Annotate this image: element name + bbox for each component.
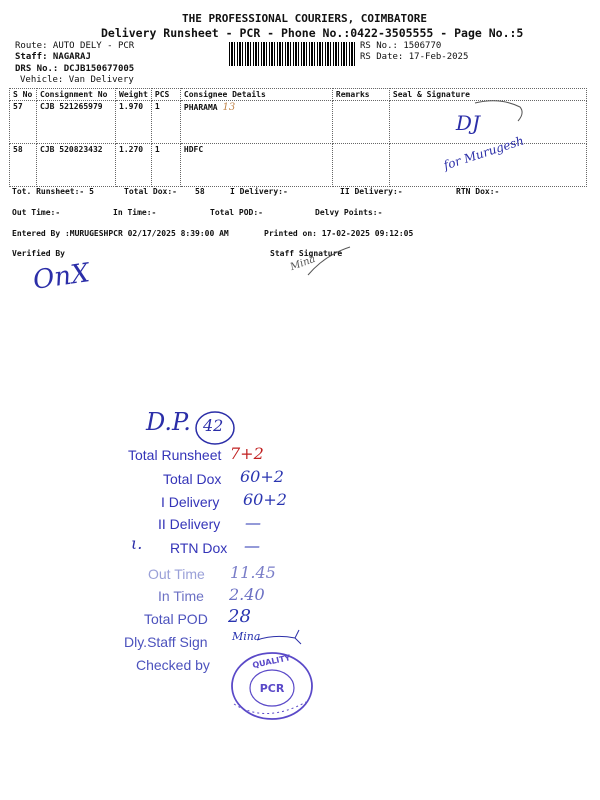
cell-seal — [389, 133, 586, 187]
col-seal: Seal & Signature — [389, 89, 586, 101]
stamp-value-total-dox: 60+2 — [240, 467, 284, 486]
staff-text: Staff: NAGARAJ — [15, 52, 91, 62]
rs-no-text: RS No.: 1506770 — [360, 41, 442, 51]
consignee-name: PHARAMA — [183, 103, 218, 112]
stamp-value-out-time: 11.45 — [230, 563, 276, 582]
company-title: THE PROFESSIONAL COURIERS, COIMBATORE — [182, 12, 428, 25]
verified-signature: OnX — [31, 258, 92, 296]
cell-pcs: 1 — [151, 144, 180, 187]
col-remarks: Remarks — [332, 89, 389, 101]
cell-sno: 57 — [10, 101, 37, 144]
barcode — [229, 42, 355, 66]
cell-consignee: HDFC — [180, 144, 332, 187]
round-seal-icon — [226, 648, 322, 728]
col-sno: S No — [10, 89, 37, 101]
verified-by-label: Verified By — [12, 249, 65, 258]
stamp-label-out-time: Out Time — [148, 566, 205, 582]
stamp-value-ii-delivery: — — [245, 513, 261, 532]
dp-count: 42 — [203, 416, 224, 435]
signature-row58: for Murugesh — [441, 133, 526, 173]
cell-pcs: 1 — [151, 101, 180, 144]
signature-row57: DJ — [455, 111, 480, 135]
dly-sign-stroke-icon — [255, 628, 305, 648]
stamp-label-dly-staff-sign: Dly.Staff Sign — [124, 634, 208, 650]
col-consignee: Consignee Details — [180, 89, 332, 101]
in-time-label: In Time:- — [113, 208, 157, 217]
col-weight: Weight — [116, 89, 152, 101]
col-consignment: Consignment No — [37, 89, 116, 101]
runsheet-title: Delivery Runsheet - PCR - Phone No.:0422-3505555 - Page No.:5 — [101, 26, 524, 40]
route-text: Route: AUTO DELY - PCR — [15, 41, 135, 51]
svg-text:QUALITY: QUALITY — [251, 653, 292, 670]
i-delivery-label: I Delivery:- — [230, 187, 288, 196]
cell-weight: 1.970 — [116, 101, 152, 144]
staff-sign-stroke-icon — [300, 245, 360, 280]
stamp-label-in-time: In Time — [158, 588, 204, 604]
col-pcs: PCS — [151, 89, 180, 101]
cell-consignment: CJB 521265979 — [37, 101, 116, 144]
total-pod-label: Total POD:- — [210, 208, 263, 217]
stamp-label-total-dox: Total Dox — [163, 471, 222, 487]
ii-delivery-label: II Delivery:- — [340, 187, 403, 196]
cell-consignee — [180, 101, 332, 144]
vehicle-text: Vehicle: Van Delivery — [20, 75, 134, 85]
stamp-label-checked-by: Checked by — [136, 657, 210, 673]
stamp-label-total-runsheet: Total Runsheet — [128, 447, 222, 463]
stamp-value-rtn-dox: — — [244, 536, 260, 555]
stamp-value-dly-staff-sign: Mina — [232, 630, 261, 643]
cell-remarks — [332, 101, 389, 144]
printed-on: Printed on: 17-02-2025 09:12:05 — [264, 229, 414, 238]
out-time-label: Out Time:- — [12, 208, 61, 217]
delvy-points-label: Delvy Points:- — [315, 208, 383, 217]
tick-mark-icon: ι. — [131, 534, 143, 553]
stamp-label-total-pod: Total POD — [144, 611, 208, 627]
stamp-value-total-runsheet: 7+2 — [230, 444, 264, 463]
rs-date-text: RS Date: 17-Feb-2025 — [360, 52, 469, 62]
total-dox-value: 58 — [195, 187, 205, 196]
cell-consignment: CJB 520823432 — [37, 144, 116, 187]
rtn-dox-label: RTN Dox:- — [456, 187, 500, 196]
tot-runsheet: Tot. Runsheet:- 5 — [12, 187, 94, 196]
stamp-label-i-delivery: I Delivery — [161, 494, 220, 510]
cell-sno: 58 — [10, 144, 37, 187]
stamp-value-i-delivery: 60+2 — [243, 490, 287, 509]
dp-heading: D.P. — [146, 408, 191, 436]
stamp-label-ii-delivery: II Delivery — [158, 516, 221, 532]
cell-remarks — [332, 144, 389, 187]
drs-text: DRS No.: DCJB150677005 — [15, 64, 135, 74]
entered-by: Entered By :MURUGESHPCR 02/17/2025 8:39:00 AM — [12, 229, 229, 238]
stamp-value-in-time: 2.40 — [229, 585, 265, 604]
ink-mark-icon — [470, 95, 530, 125]
cell-weight: 1.270 — [116, 144, 152, 187]
staff-signature-label: Staff Signature — [270, 249, 343, 258]
consignee-note: 13 — [222, 102, 236, 113]
svg-text:PCR: PCR — [259, 682, 285, 695]
stamp-label-rtn-dox: RTN Dox — [170, 540, 228, 556]
stamp-value-total-pod: 28 — [228, 606, 251, 627]
staff-signature: Mina — [288, 253, 317, 274]
table-row — [10, 144, 587, 187]
total-dox-label: Total Dox:- — [124, 187, 177, 196]
